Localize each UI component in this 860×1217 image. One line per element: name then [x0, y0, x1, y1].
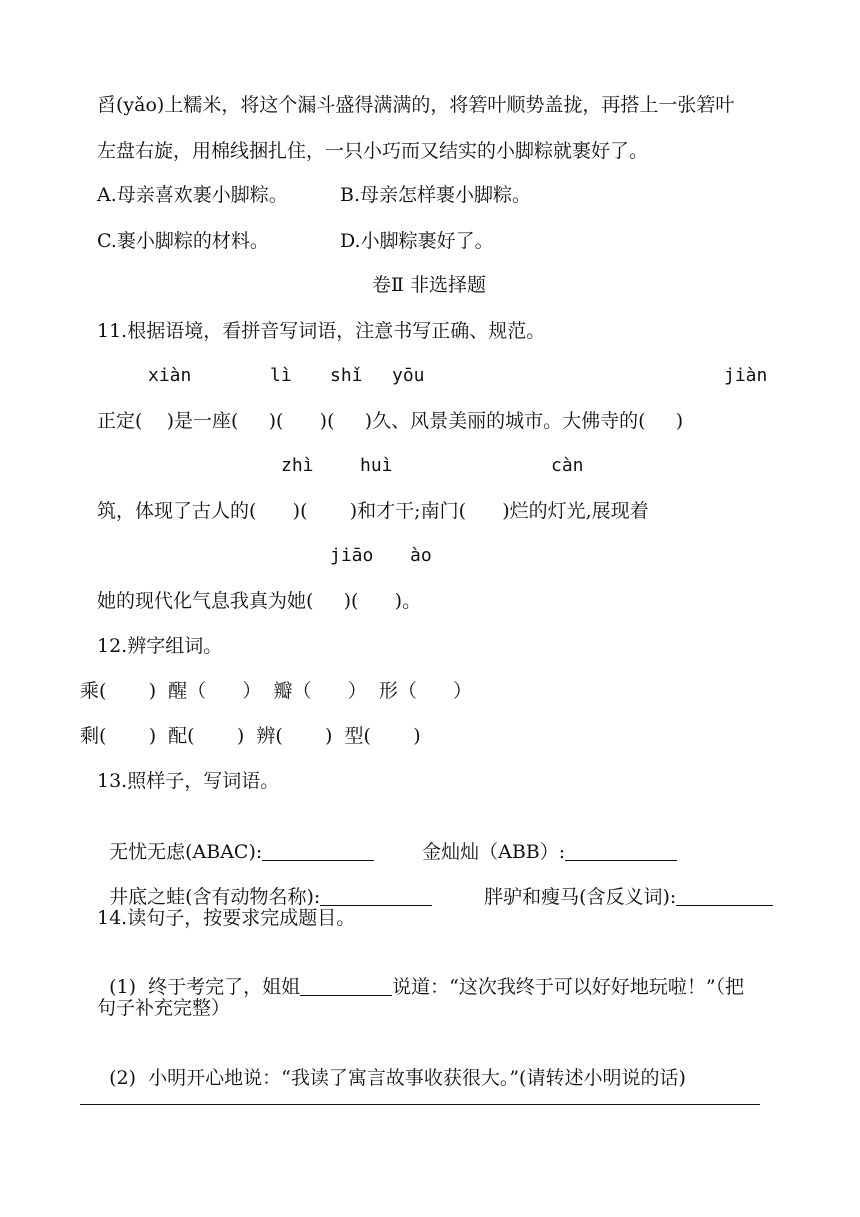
q14-sentence-1-line-2: 句子补充完整）: [97, 997, 231, 1019]
q12-row-2: 剩( ) 配( ) 辨( ) 型( ): [80, 725, 421, 747]
q13-item-1-label: 无忧无虑(ABAC):: [109, 841, 263, 863]
q14-sentence-2: [97, 1042, 686, 1090]
pinyin-jian: jiàn: [724, 365, 768, 386]
q13-item-4-label: 胖驴和瘦马(含反义词):: [484, 886, 677, 908]
answer-line[interactable]: [80, 1104, 760, 1105]
q13-item-1: [97, 816, 374, 864]
q13-item-2: [410, 816, 677, 864]
pinyin-ao: ào: [410, 545, 432, 566]
answer-blank[interactable]: [262, 842, 374, 861]
q11-text-row-2: 筑，体现了古人的( )( )和才干;南门( )烂的灯光,展现着: [97, 500, 649, 522]
q13-item-3-label: 井底之蛙(含有动物名称):: [109, 886, 321, 908]
q11-title: 11.根据语境，看拼音写词语，注意书写正确、规范。: [97, 320, 546, 342]
q14-s1-before: 终于考完了，姐姐: [148, 976, 301, 998]
q13-item-3: [97, 861, 432, 909]
pinyin-you: yōu: [392, 365, 425, 386]
q13-title: 13.照样子，写词语。: [97, 770, 280, 792]
q13-item-2-label: 金灿灿（ABB）:: [422, 841, 566, 863]
pinyin-xian: xiàn: [148, 365, 192, 386]
passage-line-1: 舀(yǎo)上糯米，将这个漏斗盛得满满的，将箬叶顺势盖拢，再搭上一张箬叶: [97, 94, 735, 116]
option-c: C.裹小脚粽的材料。: [97, 230, 269, 252]
q14-s2-text: 小明开心地说：“我读了寓言故事收获很大。”(请转述小明说的话): [148, 1067, 686, 1089]
q14-s2-number: (2): [109, 1067, 137, 1089]
pinyin-shi: shǐ: [330, 365, 363, 386]
q14-sentence-1: [97, 951, 744, 999]
pinyin-zhi: zhì: [281, 455, 314, 476]
pinyin-li: lì: [270, 365, 292, 386]
q12-row-1: 乘( ) 醒（ ） 瓣（ ） 形（ ）: [80, 680, 473, 702]
answer-blank[interactable]: [300, 977, 392, 996]
q11-text-row-1: 正定( )是一座( )( )( )久、风景美丽的城市。大佛寺的( ): [97, 410, 684, 432]
option-a: A.母亲喜欢裹小脚粽。: [97, 184, 288, 206]
pinyin-hui: huì: [360, 455, 393, 476]
answer-blank[interactable]: [565, 842, 677, 861]
q11-text-row-3: 她的现代化气息我真为她( )( )。: [97, 590, 422, 612]
section-title: 卷Ⅱ 非选择题: [372, 274, 486, 296]
answer-blank[interactable]: [320, 887, 432, 906]
q12-title: 12.辨字组词。: [97, 635, 223, 657]
pinyin-jiao: jiāo: [330, 545, 374, 566]
option-d: D.小脚粽裹好了。: [340, 230, 494, 252]
q14-s1-after: 说道：“这次我终于可以好好地玩啦！”（把: [392, 976, 745, 998]
q14-s1-number: (1): [109, 976, 137, 998]
q13-item-4: [472, 861, 773, 909]
q14-title: 14.读句子，按要求完成题目。: [97, 907, 356, 929]
answer-blank[interactable]: [676, 887, 773, 906]
pinyin-can: càn: [551, 455, 584, 476]
passage-line-2: 左盘右旋，用棉线捆扎住，一只小巧而又结实的小脚粽就裹好了。: [97, 140, 649, 162]
option-b: B.母亲怎样裹小脚粽。: [340, 184, 532, 206]
